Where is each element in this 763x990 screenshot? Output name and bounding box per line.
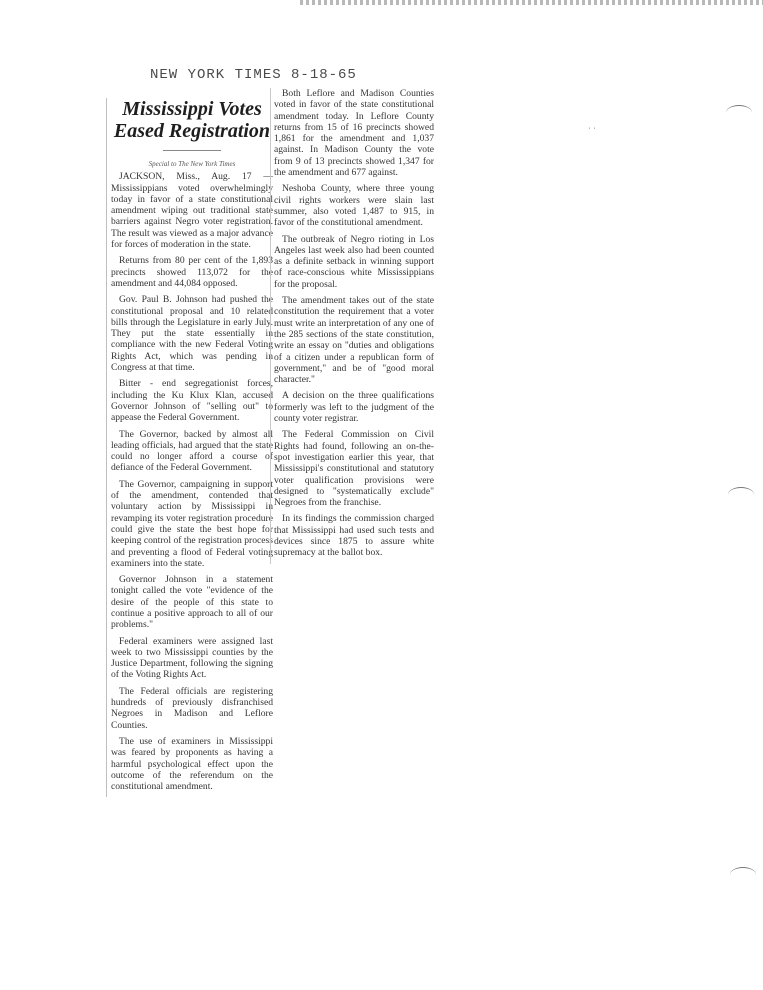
headline-rule [163, 150, 221, 151]
article-paragraph: Gov. Paul B. Johnson had pushed the constitutional proposal and 10 related bills through the Legislature in early July. They put the state essentially in compliance with the new Federal Voting Rights Act, which was pending in Congress at that time. [111, 294, 273, 374]
headline-line-1: Mississippi Votes [122, 98, 262, 120]
article-paragraph: The Governor, backed by almost all leading officials, had argued that the state could no longer afford a course of defiance of the Federal Government. [111, 428, 273, 474]
article-paragraph: Federal examiners were assigned last week to two Mississippi counties by the Justice Department, following the signing of the Voting Rights Act. [111, 635, 273, 681]
article-paragraph: The amendment takes out of the state constitution the requirement that a voter must write an interpretation of any one of the 285 sections of the state constitution, write an essay on "duties and obligations of a citizen under a republican form of government," and be of "good moral character." [274, 295, 434, 386]
article-paragraph: The use of examiners in Mississippi was feared by proponents as having a harmful psychological effect upon the outcome of the referendum on the constitutional amendment. [111, 735, 273, 793]
article-paragraph: The Federal Commission on Civil Rights had found, following an on-the-spot investigation earlier this year, that Mississippi's constitutional and statutory voter qualification provisions were designed to "systematically exclude" Negroes from the franchise. [274, 429, 434, 509]
article-paragraph: The Federal officials are registering hundreds of previously disfranchised Negroes in Madison and Leflore Counties. [111, 685, 273, 731]
article-paragraph: Neshoba County, where three young civil rights workers were slain last summer, also voted 1,487 to 915, in favor of the constitutional amendment. [274, 183, 434, 229]
article-byline: Special to The New York Times [148, 160, 236, 168]
article-paragraph: Governor Johnson in a statement tonight called the vote "evidence of the desire of the people of this state to continue a positive approach to all of our problems." [111, 574, 273, 631]
headline-line-2: Eased Registration [113, 120, 271, 142]
scan-edge-strip [300, 0, 763, 5]
article-column-left [106, 98, 273, 797]
scan-specks: ⋅ ⋅ [588, 124, 596, 133]
article-paragraph: The outbreak of Negro rioting in Los Angeles last week also had been counted as a definite setback in winning support of race-conscious white Mississippians for the proposal. [274, 233, 434, 290]
article-column-right [270, 88, 434, 564]
article-paragraph: JACKSON, Miss., Aug. 17 — Mississippians voted overwhelmingly today in favor of a state constitutional amendment wiping out traditional state barriers against Negro voter registration. The result was viewed as a major advance for forces of moderation in the state. [111, 171, 273, 251]
article-paragraph: Bitter - end segregationist forces, including the Ku Klux Klan, accused Governor Johnson of "selling out" to appease the Federal Government. [111, 378, 273, 424]
article-headline [111, 98, 273, 142]
handwritten-source-note: NEW YORK TIMES 8-18-65 [150, 67, 357, 83]
scan-margin-mark [728, 487, 754, 502]
article-paragraph: Both Leflore and Madison Counties voted in favor of the state constitutional amendment today. In Leflore County returns from 15 of 16 precincts showed 1,861 for the amendment and 1,037 against. In Madison County the vote from 9 of 13 precincts showed 1,347 for the amendment and 677 against. [274, 88, 434, 179]
article-paragraph: The Governor, campaigning in support of the amendment, contended that voluntary action by Mississippi in revamping its voter registration procedure could give the state the best hope for keeping control of the registration process and preventing a flood of Federal voting examiners into the state. [111, 478, 273, 569]
scan-margin-mark [730, 867, 756, 882]
scan-margin-mark [726, 105, 752, 120]
article-paragraph: In its findings the commission charged that Mississippi had used such tests and devices since 1875 to assure white supremacy at the ballot box. [274, 513, 434, 559]
article-paragraph: Returns from 80 per cent of the 1,893 precincts showed 113,072 for the amendment and 44,084 opposed. [111, 255, 273, 289]
article-paragraph: A decision on the three qualifications formerly was left to the judgment of the county voter registrar. [274, 390, 434, 425]
